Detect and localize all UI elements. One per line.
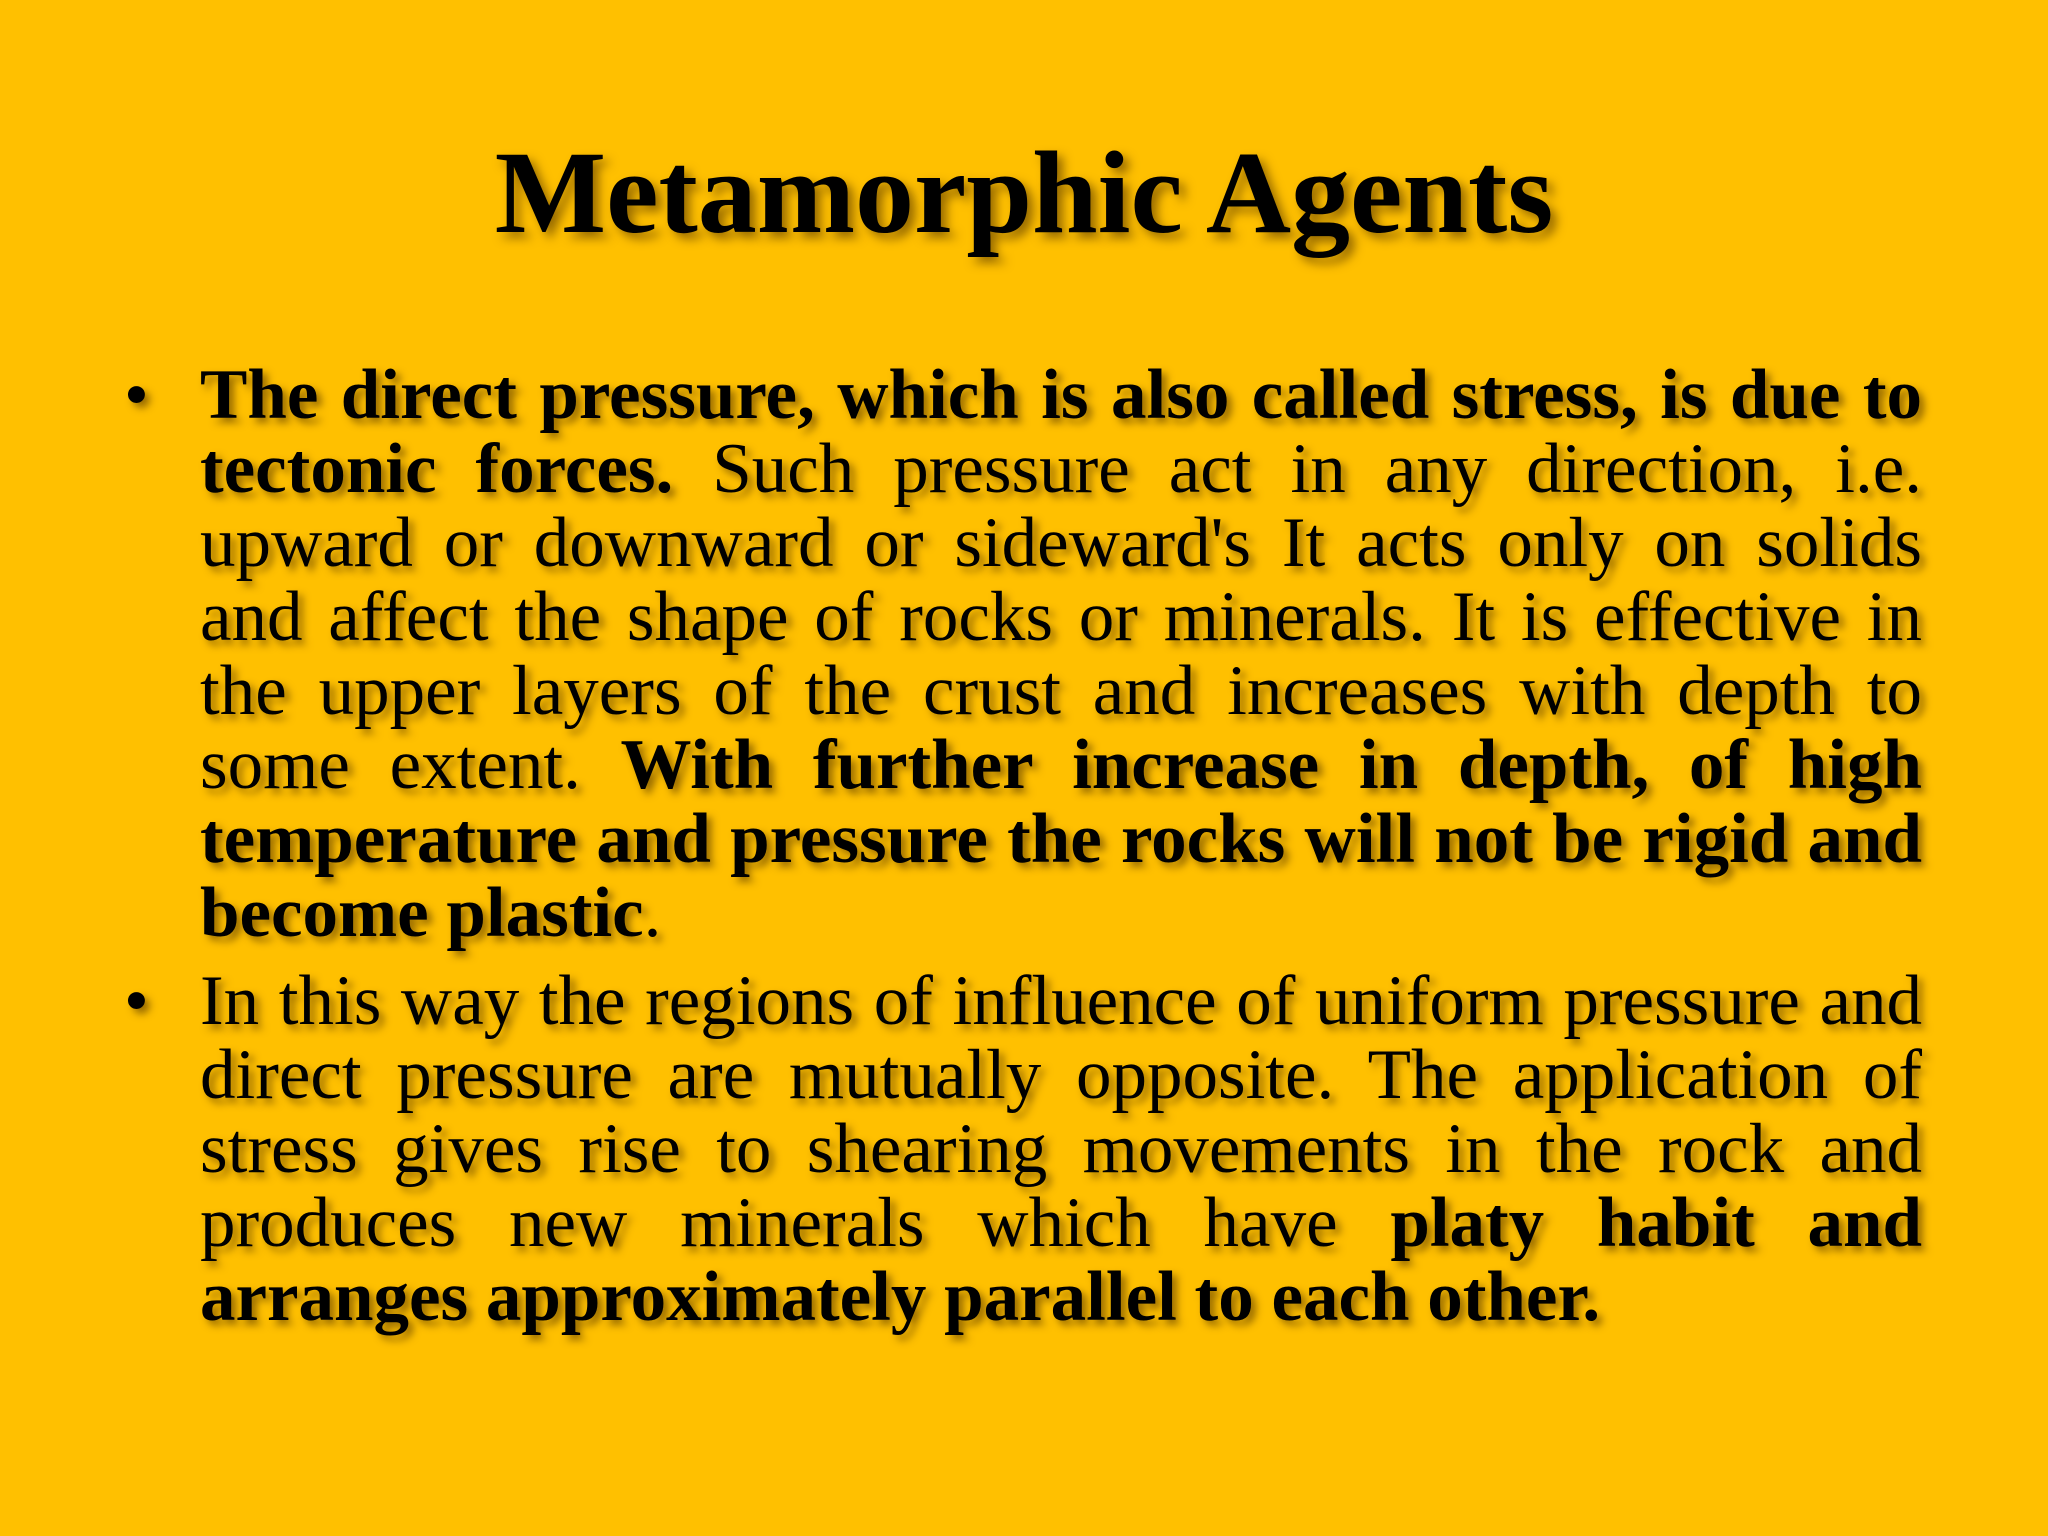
bullet-item-regions-of-influence — [200, 964, 1922, 1334]
bullet-2-bold-segment: platy habit and arranges approximately parallel to each other. — [200, 1184, 1922, 1336]
slide-title: Metamorphic Agents — [494, 127, 1554, 258]
bullet-2-text-segment: In this way the regions of influence of uniform pressure and direct pressure are mutually opposite. The application of stress gives rise to shearing movements in the rock and produces new minerals which have — [200, 962, 1922, 1262]
bullet-item-direct-pressure — [200, 358, 1922, 950]
bullet-1-end-punctuation: . — [643, 874, 662, 952]
bullet-1-bold-segment-2: With further increase in depth, of high temperature and pressure the rocks will not be rigid and become plastic — [200, 726, 1922, 952]
bullet-1-bold-segment: The direct pressure, which is also called stress, is due to tectonic forces. — [200, 356, 1922, 508]
bullet-1-text-segment: Such pressure act in any direction, i.e. upward or downward or sideward's It acts only on solids and affect the shape of rocks or minerals. It is effective in the upper layers of the crust and increases with depth to some extent. — [200, 430, 1922, 804]
bullet-list — [200, 358, 1922, 1348]
